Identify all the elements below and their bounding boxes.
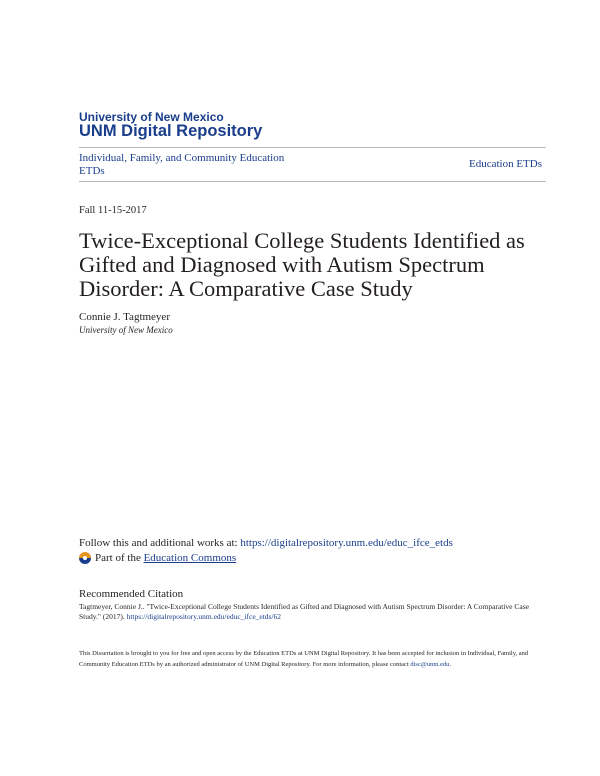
- institution-link[interactable]: University of New Mexico: [79, 110, 224, 124]
- repository-link[interactable]: UNM Digital Repository: [79, 122, 263, 140]
- recommended-citation-heading: Recommended Citation: [79, 588, 184, 600]
- document-title: Twice-Exceptional College Students Identified as Gifted and Diagnosed with Autism Spectrum Disorder: A Comparative Case Study: [79, 228, 525, 301]
- citation-link[interactable]: https://digitalrepository.unm.edu/educ_ifce_etds/62: [126, 612, 282, 621]
- collection-header: [79, 147, 546, 182]
- citation-text: [79, 602, 529, 622]
- contact-email-link[interactable]: disc@unm.edu: [410, 661, 450, 668]
- citation-body: Tagtmeyer, Connie J.. "Twice-Exceptional College Students Identified as Gifted and Diagnosed with Autism Spectrum Disorder: A Comparative Case Study." (2017).: [79, 602, 529, 621]
- footer-end: .: [449, 661, 452, 668]
- education-commons-link[interactable]: Education Commons: [143, 552, 237, 564]
- commons-logo-icon: [79, 552, 91, 564]
- follow-line: [79, 537, 453, 549]
- document-date: Fall 11-15-2017: [79, 205, 147, 216]
- footer-notice: [79, 648, 529, 670]
- footer-text: This Dissertation is brought to you for free and open access by the Education ETDs at UNM Digital Repository. It has been accepted for inclusion in Individual, Family, and Community Education ETDs by an authorized administrator of UNM Digital Repository. For more information, please contact: [79, 650, 529, 668]
- part-of-line: [79, 552, 236, 564]
- collection-link-ifce[interactable]: Individual, Family, and Community Education ETDs: [79, 152, 285, 177]
- collection-link-education[interactable]: Education ETDs: [468, 158, 542, 170]
- follow-label: Follow this and additional works at:: [79, 537, 241, 549]
- part-of-label: Part of the: [95, 552, 141, 564]
- author-affiliation: University of New Mexico: [79, 325, 173, 335]
- author-name: Connie J. Tagtmeyer: [79, 311, 170, 323]
- follow-link[interactable]: https://digitalrepository.unm.edu/educ_ifce_etds: [240, 537, 453, 549]
